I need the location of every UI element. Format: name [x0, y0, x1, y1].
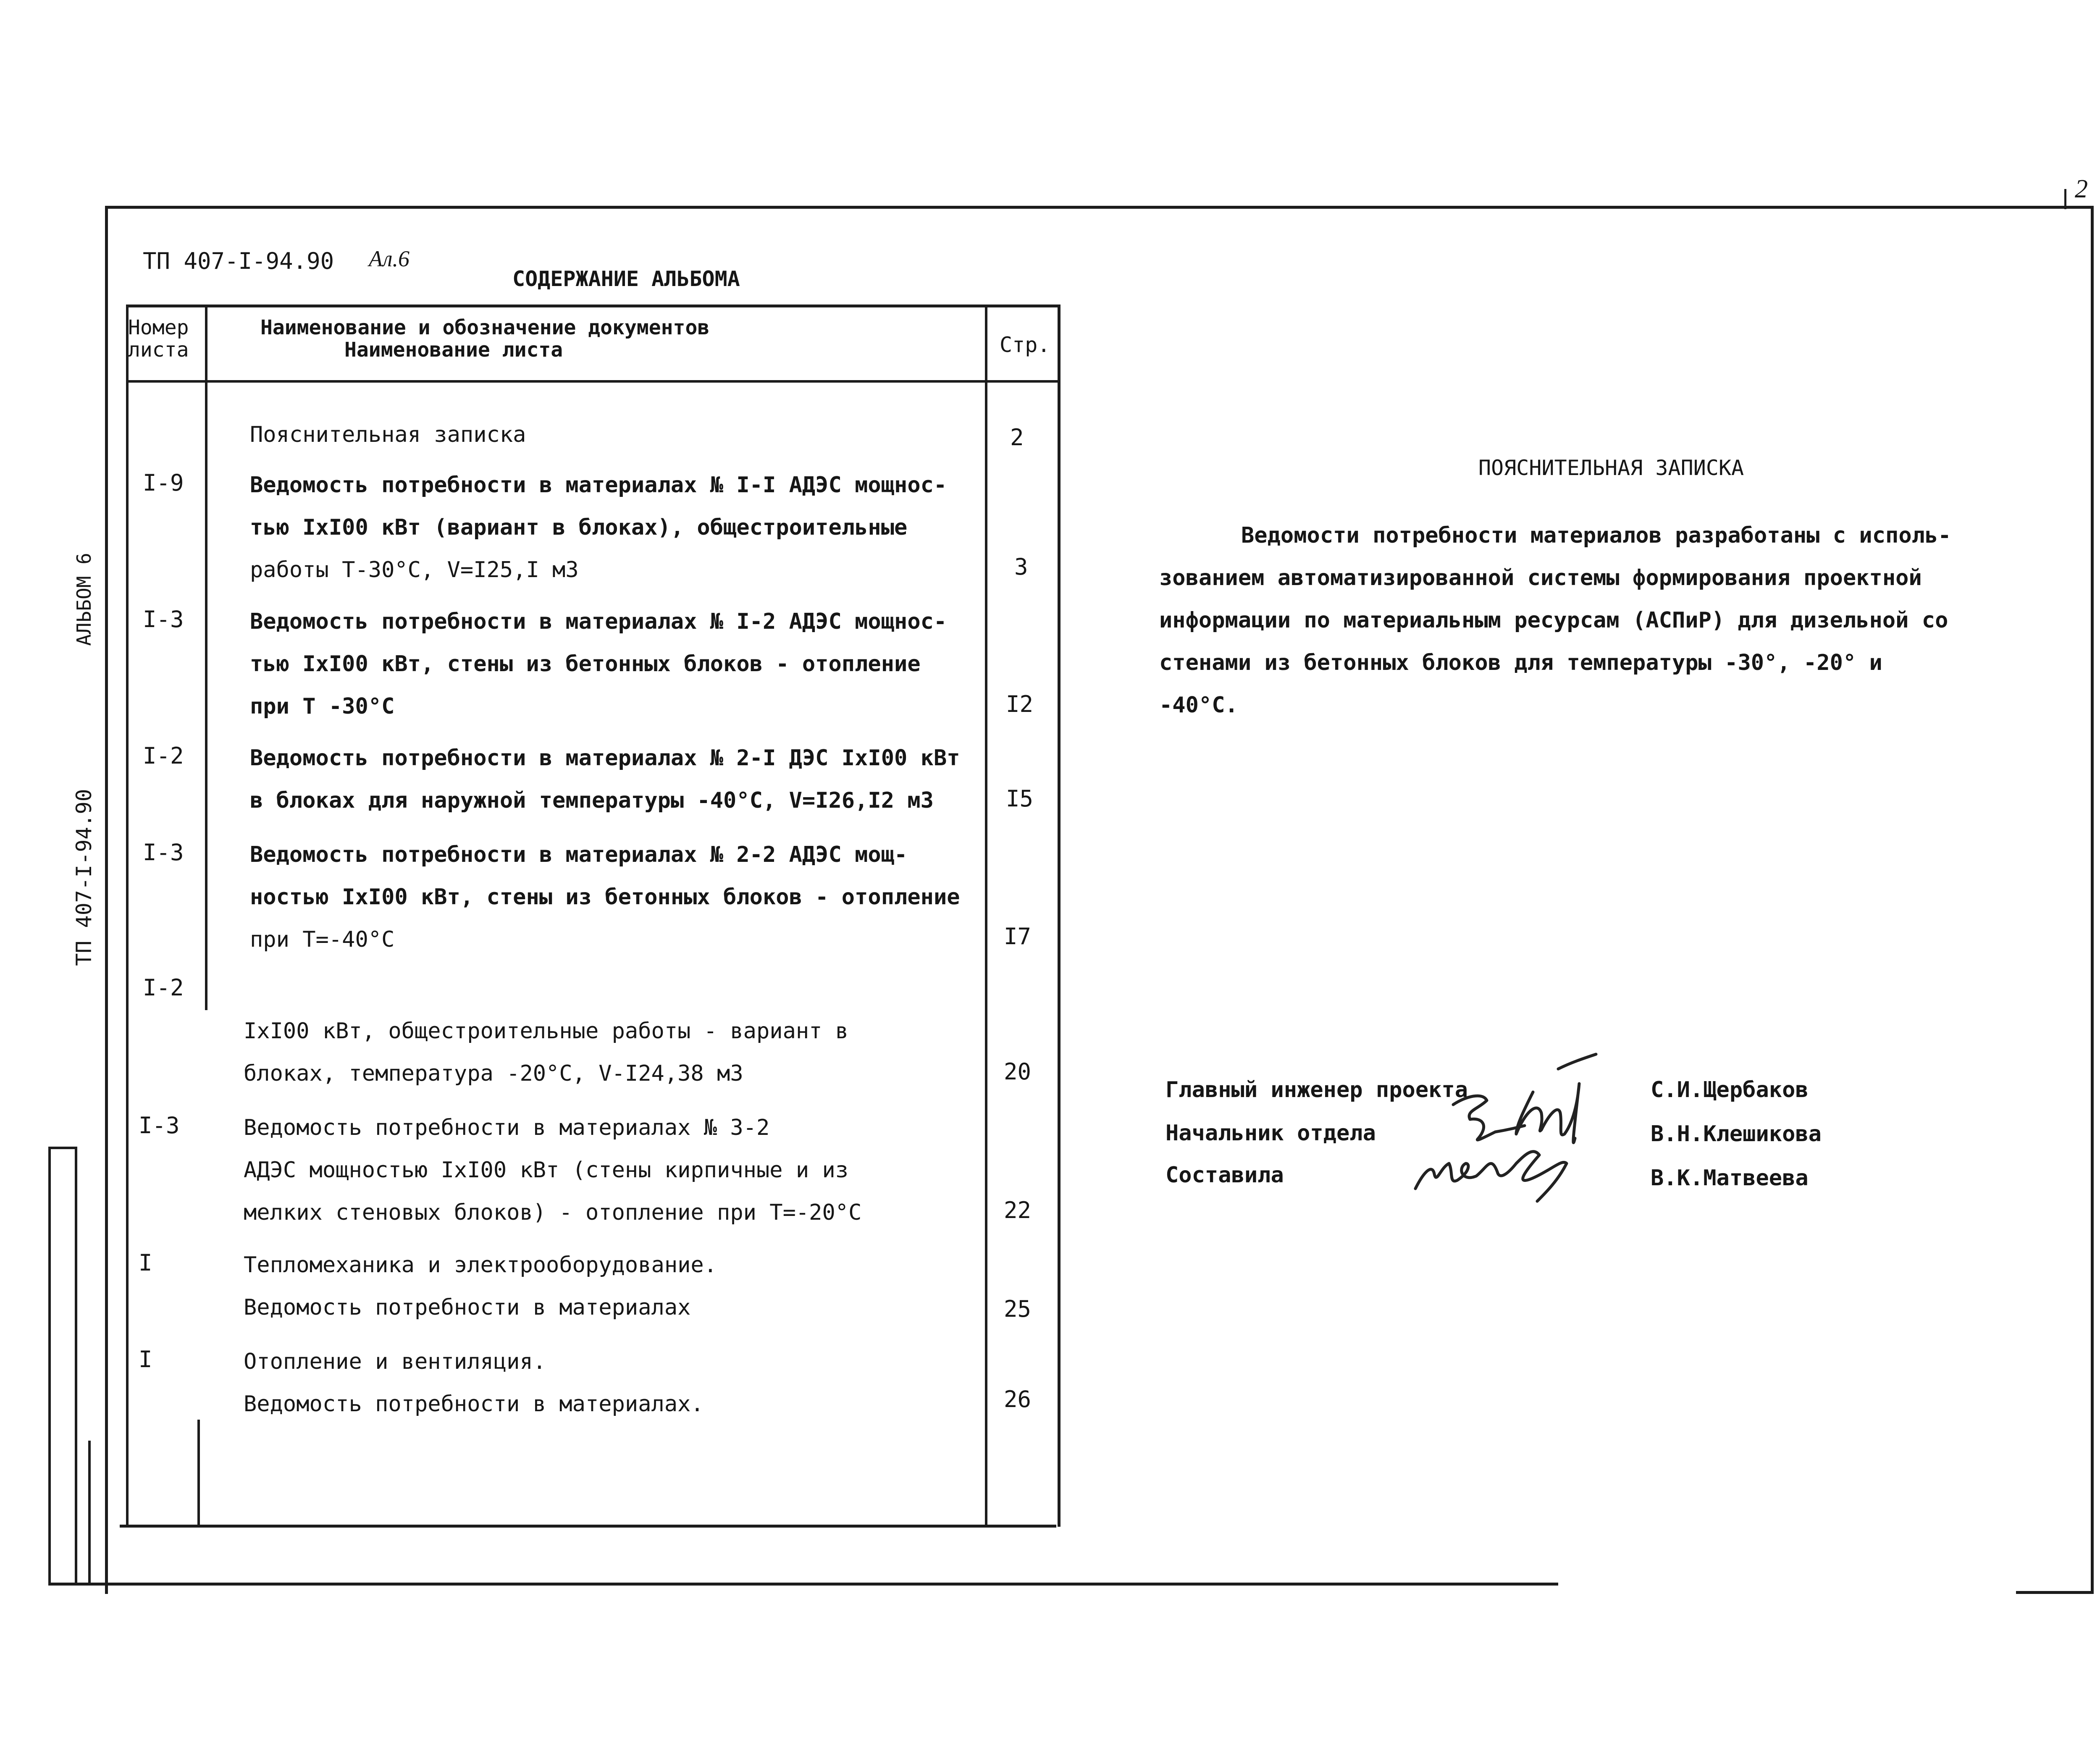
table-col-divider-1b — [197, 1420, 200, 1527]
list-item: блоках, температура -20°С, V-I24,38 м3 — [244, 1061, 743, 1086]
list-item: Ведомость потребности в материалах — [244, 1295, 691, 1320]
table-right-border — [1058, 305, 1060, 1527]
header-page: Стр. — [1000, 333, 1050, 357]
list-item: тью IxI00 кВт (вариант в блоках), общестроительные — [250, 515, 908, 540]
list-item: Отопление и вентиляция. — [244, 1349, 546, 1374]
list-item: Ведомость потребности в материалах № I-I АДЭС мощнос- — [250, 473, 947, 498]
sheet-number: I-3 — [139, 1112, 180, 1139]
list-item: при Т -30°С — [250, 694, 395, 719]
list-item: Ведомость потребности в материалах № 2-2 АДЭС мощ- — [250, 842, 908, 867]
list-item: в блоках для наружной температуры -40°С, V=I26,I2 м3 — [250, 788, 934, 813]
list-item: ностью IxI00 кВт, стены из бетонных блоков - отопление — [250, 885, 960, 910]
side-stamp-code: ТП 407-I-94.90 — [72, 789, 96, 966]
doc-code: ТП 407-I-94.90 — [143, 248, 334, 274]
table-header-border — [126, 380, 1060, 383]
list-item: IxI00 кВт, общестроительные работы - вариант в — [244, 1019, 849, 1044]
frame-bottom — [48, 1583, 1558, 1586]
header-name-2: Наименование листа — [344, 338, 563, 362]
page-title: СОДЕРЖАНИЕ АЛЬБОМА — [512, 267, 740, 291]
note-line: стенами из бетонных блоков для температуры -30°, -20° и — [1159, 650, 1882, 675]
stamp-line-3 — [88, 1441, 91, 1586]
list-item: при Т=-40°С — [250, 927, 395, 952]
page-ref: I7 — [1004, 923, 1032, 950]
sheet-number: I-2 — [143, 743, 184, 769]
page-ref: 26 — [1004, 1386, 1032, 1412]
header-number-2: листа — [128, 338, 189, 362]
page-number: 2 — [2075, 175, 2088, 203]
stamp-line-1 — [48, 1147, 51, 1586]
sheet-number: I-3 — [143, 839, 184, 866]
list-item: Ведомость потребности в материалах № 3-2 — [244, 1115, 770, 1140]
note-line: информации по материальным ресурсам (АСПиР) для дизельной со — [1159, 608, 1948, 633]
sheet-number: I — [139, 1250, 152, 1276]
side-stamp-album: АЛЬБОМ 6 — [73, 553, 95, 646]
frame-right — [2091, 206, 2094, 1594]
note-heading: ПОЯСНИТЕЛЬНАЯ ЗАПИСКА — [1478, 456, 1744, 480]
page-ref: 3 — [1014, 554, 1028, 580]
header-number-1: Номер — [128, 316, 189, 339]
table-top-border — [126, 305, 1060, 307]
page-ref: 22 — [1004, 1197, 1032, 1223]
sheet-number: I-9 — [143, 470, 184, 496]
stamp-line-2 — [75, 1147, 77, 1586]
signature-name: В.К.Матвеева — [1651, 1166, 1809, 1191]
list-item: Ведомость потребности в материалах № I-2 АДЭС мощнос- — [250, 609, 947, 634]
note-line: зованием автоматизированной системы формирования проектной — [1159, 565, 1922, 591]
signature-name: В.Н.Клешикова — [1651, 1121, 1822, 1147]
list-item: АДЭС мощностью IxI00 кВт (стены кирпичные и из — [244, 1158, 849, 1183]
signature-role: Составила — [1166, 1163, 1284, 1188]
frame-corner-tick — [2064, 189, 2066, 209]
signature-role: Начальник отдела — [1166, 1121, 1376, 1146]
list-item: Ведомость потребности в материалах № 2-I ДЭС IxI00 кВт — [250, 746, 960, 771]
table-col-divider-1 — [205, 305, 207, 1010]
handwritten-signature — [1399, 1029, 1672, 1235]
page-ref: 25 — [1004, 1296, 1032, 1322]
list-item: Тепломеханика и электрооборудование. — [244, 1252, 717, 1278]
list-item: Пояснительная записка — [250, 422, 526, 447]
album-label: Ал.6 — [369, 246, 410, 271]
sheet-number: I-2 — [143, 974, 184, 1001]
list-item: тью IxI00 кВт, стены из бетонных блоков - отопление — [250, 651, 921, 677]
header-name-1: Наименование и обозначение документов — [260, 316, 710, 339]
sheet-number: I-3 — [143, 606, 184, 633]
stamp-top — [48, 1147, 77, 1149]
signature-role: Главный инженер проекта — [1166, 1077, 1468, 1103]
table-col-divider-2 — [985, 305, 987, 1527]
frame-bottom-right — [2016, 1591, 2094, 1594]
list-item: Ведомость потребности в материалах. — [244, 1391, 704, 1417]
list-item: работы Т-30°С, V=I25,I м3 — [250, 557, 579, 583]
sheet-number: I — [139, 1346, 152, 1373]
frame-left — [105, 206, 108, 1594]
page-ref: 20 — [1004, 1058, 1032, 1085]
page-ref: I2 — [1006, 691, 1034, 717]
table-left-border — [126, 305, 129, 1527]
signature-name: С.И.Щербаков — [1651, 1077, 1809, 1103]
table-bottom-border — [120, 1525, 1056, 1528]
note-line: -40°С. — [1159, 693, 1238, 718]
frame-top — [105, 206, 2094, 209]
page-ref: 2 — [1010, 424, 1024, 451]
list-item: мелких стеновых блоков) - отопление при Т=-20°С — [244, 1200, 862, 1225]
note-line: Ведомости потребности материалов разработаны с исполь- — [1241, 523, 1951, 548]
page-ref: I5 — [1006, 785, 1034, 812]
